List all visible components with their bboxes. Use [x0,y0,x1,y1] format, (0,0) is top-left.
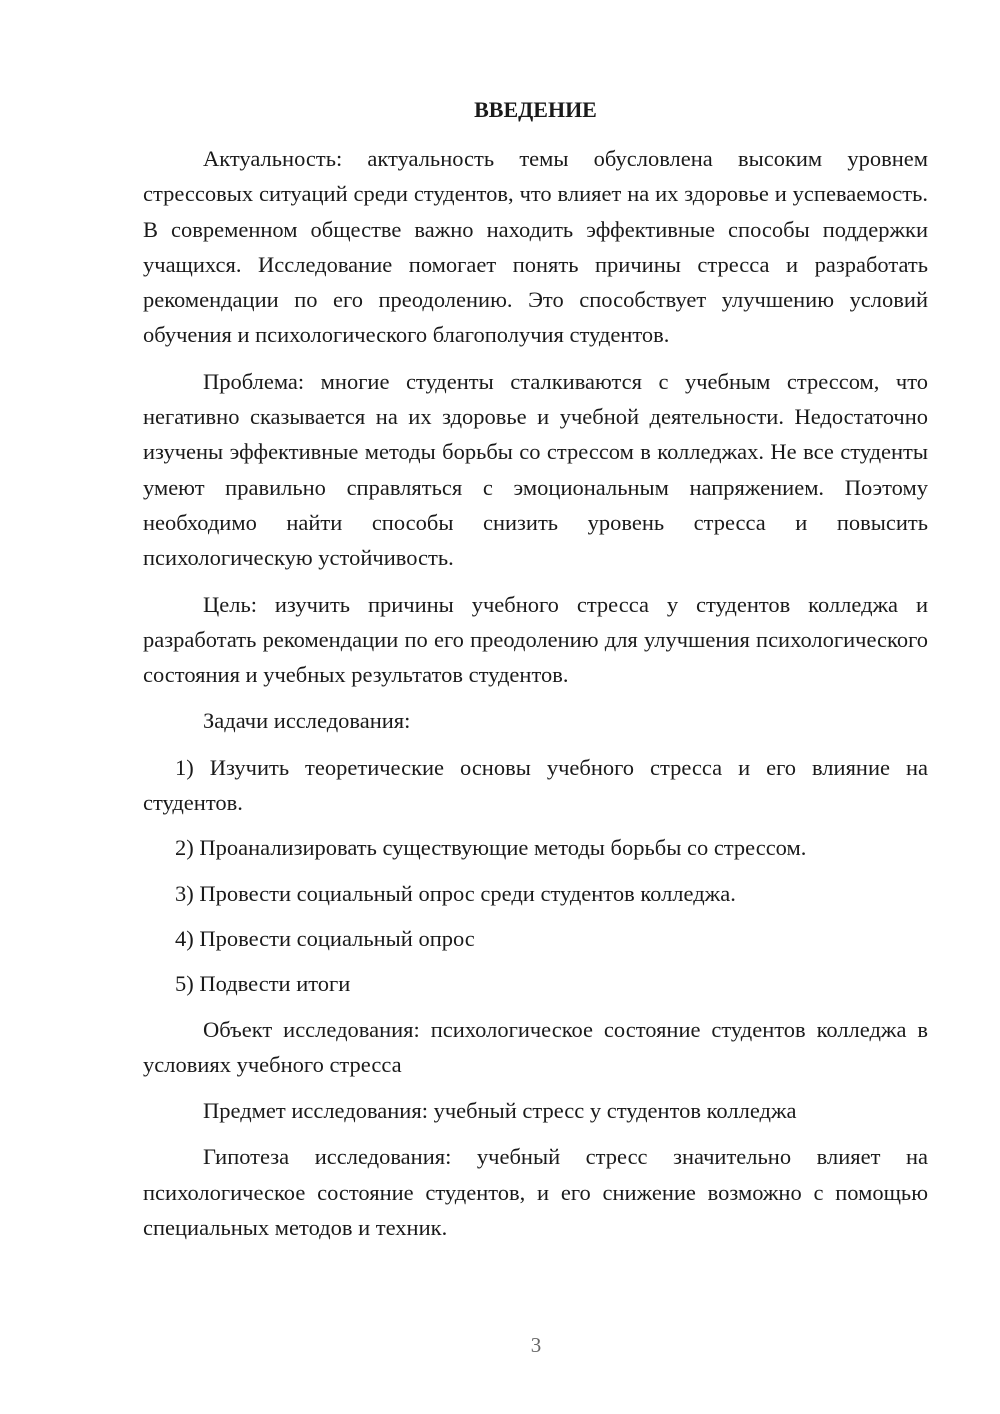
problem-paragraph: Проблема: многие студенты сталкиваются с учебным стрессом, что негативно сказывается на их здоровье и учебной деятельности. Недостаточно изучены эффективные методы борьбы со стрессом в колледжах. Не все студенты умеют правильно справляться с эмоциональным напряжением. Поэтому необходимо найти способы снизить уровень стресса и повысить психологическую устойчивость. [143,368,928,571]
goal-paragraph: Цель: изучить причины учебного стресса у студентов колледжа и разработать рекомендации по его преодолению для улучшения психологического состояния и учебных результатов студентов. [143,591,928,688]
tasks-heading: Задачи исследования: [203,708,411,734]
relevance-paragraph: Актуальность: актуальность темы обусловлена высоким уровнем стрессовых ситуаций среди студентов, что влияет на их здоровье и успеваемость. В современном обществе важно находить эффективные способы поддержки учащихся. Исследование помогает понять причины стресса и разработать рекомендации по его преодолению. Это способствует улучшению условий обучения и психологического благополучия студентов. [143,146,928,348]
task-item: 3) Провести социальный опрос среди студентов колледжа. [175,880,736,906]
task-item: 5) Подвести итоги [175,971,351,997]
task-item: 4) Провести социальный опрос [175,925,475,951]
page-number: 3 [530,1333,542,1357]
section-title: ВВЕДЕНИЕ [474,97,597,122]
object-paragraph: Объект исследования: психологическое состояние студентов колледжа в условиях учебного стресса [143,1016,928,1077]
task-item: 2) Проанализировать существующие методы борьбы со стрессом. [175,835,807,861]
hypothesis-paragraph: Гипотеза исследования: учебный стресс значительно влияет на психологическое состояние студентов, и его снижение возможно с помощью специальных методов и техник. [143,1144,928,1241]
subject-paragraph: Предмет исследования: учебный стресс у студентов колледжа [203,1098,797,1124]
page-content [143,92,928,1256]
task-item: 1) Изучить теоретические основы учебного стресса и его влияние на студентов. [143,754,928,816]
